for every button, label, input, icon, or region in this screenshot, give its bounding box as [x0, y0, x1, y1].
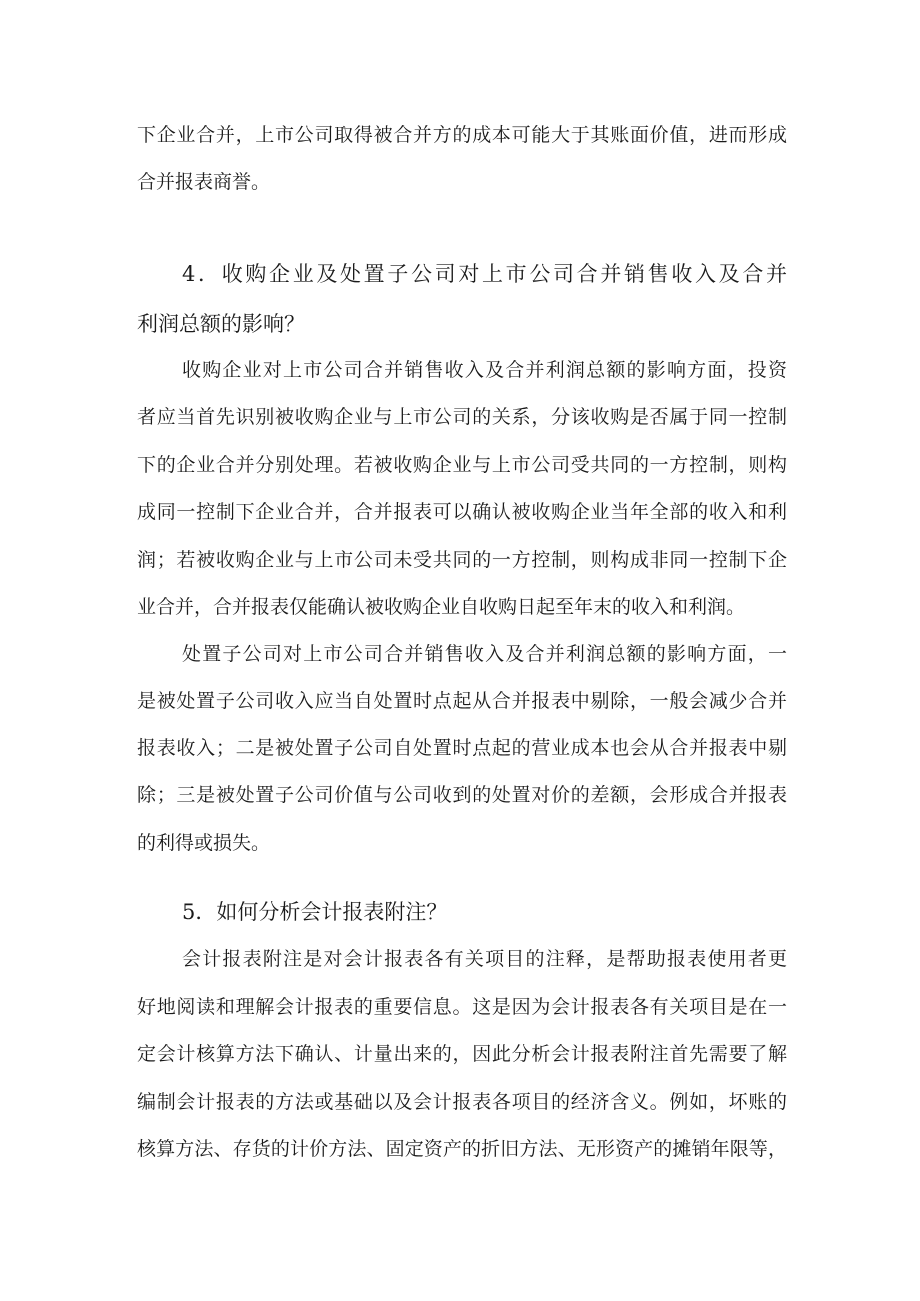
paragraph-line: 处置子公司对上市公司合并销售收入及合并利润总额的影响方面，一 — [182, 643, 787, 665]
paragraph-line: 编制会计报表的方法或基础以及会计报表各项目的经济含义。例如，坏账的 — [137, 1091, 787, 1113]
paragraph-line: 业合并，合并报表仅能确认被收购企业自收购日起至年末的收入和利润。 — [137, 596, 746, 618]
paragraph-line: 的利得或损失。 — [137, 832, 271, 854]
paragraph-line: 除；三是被处置子公司价值与公司收到的处置对价的差额，会形成合并报表 — [137, 784, 787, 806]
paragraph-line: 报表收入；二是被处置子公司自处置时点起的营业成本也会从合并报表中剔 — [137, 737, 787, 759]
paragraph-line: 者应当首先识别被收购企业与上市公司的关系，分该收购是否属于同一控制 — [137, 406, 787, 428]
paragraph-line: 成同一控制下企业合并，合并报表可以确认被收购企业当年全部的收入和利 — [137, 501, 787, 523]
paragraph-line: 是被处置子公司收入应当自处置时点起从合并报表中剔除，一般会减少合并 — [137, 690, 787, 712]
paragraph-line: 合并报表商誉。 — [137, 171, 271, 193]
paragraph-line: 下企业合并，上市公司取得被合并方的成本可能大于其账面价值，进而形成 — [137, 124, 787, 146]
paragraph-line: 润；若被收购企业与上市公司未受共同的一方控制，则构成非同一控制下企 — [137, 549, 787, 571]
paragraph-line: 好地阅读和理解会计报表的重要信息。这是因为会计报表各有关项目是在一 — [137, 996, 787, 1018]
paragraph-line: 下的企业合并分别处理。若被收购企业与上市公司受共同的一方控制，则构 — [137, 454, 787, 476]
paragraph-line: 定会计核算方法下确认、计量出来的，因此分析会计报表附注首先需要了解 — [137, 1043, 787, 1065]
paragraph-line: 核算方法、存货的计价方法、固定资产的折旧方法、无形资产的摊销年限等， — [137, 1138, 787, 1160]
section-heading: 4．收购企业及处置子公司对上市公司合并销售收入及合并 — [182, 262, 787, 286]
section-heading: 利润总额的影响？ — [137, 312, 305, 336]
paragraph-line: 收购企业对上市公司合并销售收入及合并利润总额的影响方面，投资 — [182, 359, 787, 381]
paragraph-line: 会计报表附注是对会计报表各有关项目的注释，是帮助报表使用者更 — [182, 948, 787, 970]
section-heading: 5．如何分析会计报表附注？ — [182, 900, 448, 924]
